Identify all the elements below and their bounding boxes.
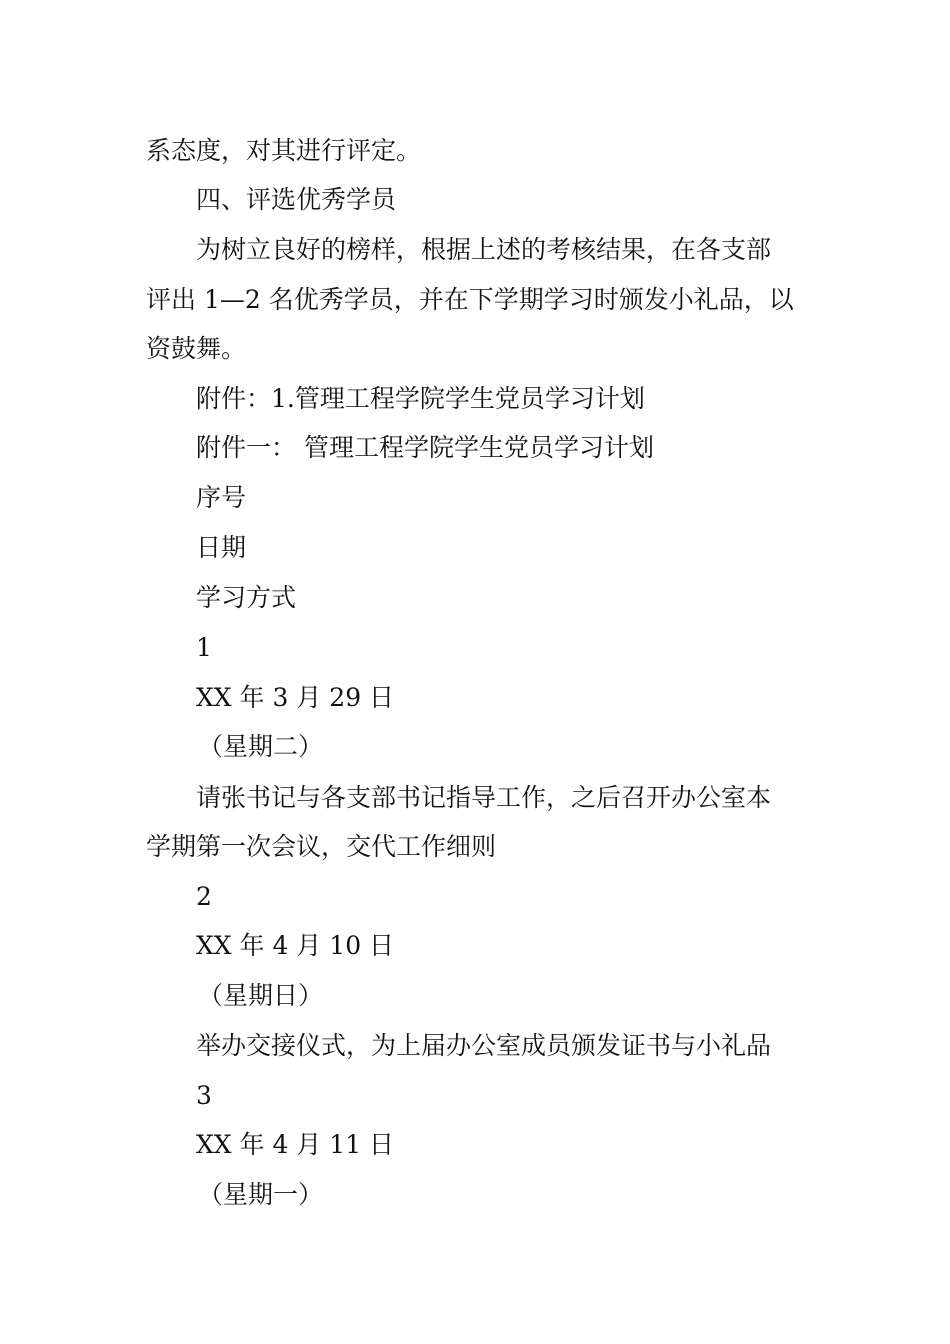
table-cell-number: 3 bbox=[196, 1081, 212, 1110]
table-cell-number: 1 bbox=[196, 633, 212, 662]
table-cell-date: XX 年 4 月 10 日 bbox=[196, 931, 395, 960]
paragraph-line: 资鼓舞。 bbox=[146, 334, 247, 363]
table-cell-content: 请张书记与各支部书记指导工作，之后召开办公室本 bbox=[196, 783, 772, 812]
table-cell-date: XX 年 3 月 29 日 bbox=[196, 683, 395, 712]
attachment-line: 附件：1.管理工程学院学生党员学习计划 bbox=[196, 384, 645, 413]
section-heading: 四、评选优秀学员 bbox=[196, 185, 397, 214]
table-cell-weekday: （星期二） bbox=[198, 732, 324, 761]
paragraph-line: 系态度，对其进行评定。 bbox=[146, 136, 422, 165]
table-cell-weekday: （星期日） bbox=[198, 981, 324, 1010]
attachment-title: 附件一： 管理工程学院学生党员学习计划 bbox=[196, 433, 654, 462]
paragraph-line: 为树立良好的榜样，根据上述的考核结果，在各支部 bbox=[196, 235, 772, 264]
table-header-cell: 日期 bbox=[196, 533, 247, 562]
table-cell-content: 学期第一次会议，交代工作细则 bbox=[146, 832, 497, 861]
table-cell-date: XX 年 4 月 11 日 bbox=[196, 1130, 395, 1159]
table-header-cell: 序号 bbox=[196, 483, 247, 512]
table-cell-number: 2 bbox=[196, 882, 212, 911]
table-cell-weekday: （星期一） bbox=[198, 1180, 324, 1209]
table-header-cell: 学习方式 bbox=[196, 583, 297, 612]
paragraph-line: 评出 1—2 名优秀学员，并在下学期学习时颁发小礼品，以 bbox=[146, 285, 794, 314]
table-cell-content: 举办交接仪式，为上届办公室成员颁发证书与小礼品 bbox=[196, 1031, 772, 1060]
